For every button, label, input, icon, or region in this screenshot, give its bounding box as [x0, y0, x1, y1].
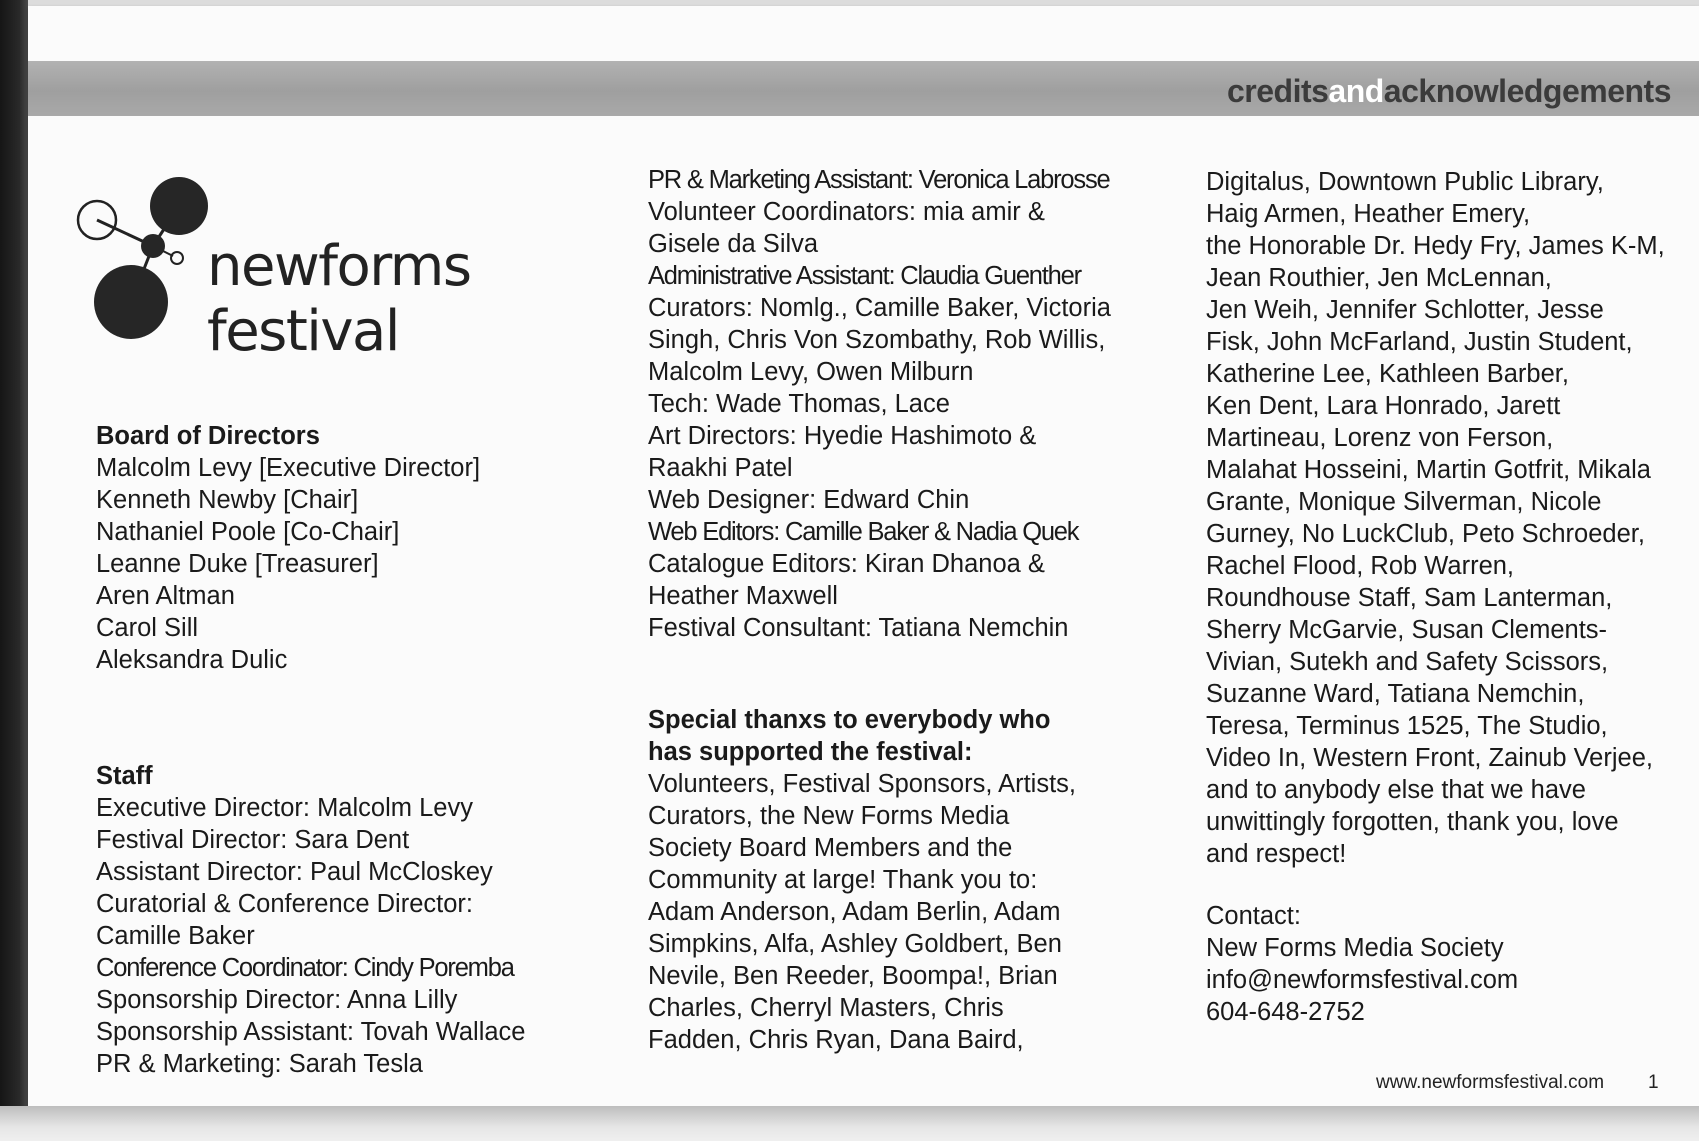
- staff-line: Malcolm Levy, Owen Milburn: [648, 358, 974, 386]
- board-member: Malcolm Levy [Executive Director]: [96, 454, 481, 482]
- staff-heading: Staff: [96, 762, 153, 790]
- page-number: 1: [1648, 1072, 1659, 1093]
- thanks-line: Suzanne Ward, Tatiana Nemchin,: [1206, 680, 1585, 708]
- thanks-line: Rachel Flood, Rob Warren,: [1206, 552, 1515, 580]
- thanks-line: Jen Weih, Jennifer Schlotter, Jesse: [1206, 296, 1604, 324]
- staff-line: Web Designer: Edward Chin: [648, 486, 970, 514]
- thanks-heading: Special thanxs to everybody who: [648, 706, 1051, 734]
- column-left: [96, 420, 525, 1080]
- contact-email[interactable]: info@newformsfestival.com: [1206, 966, 1519, 994]
- thanks-line: Gurney, No LuckClub, Peto Schroeder,: [1206, 520, 1645, 548]
- thanks-line: Digitalus, Downtown Public Library,: [1206, 168, 1604, 196]
- thanks-line: and respect!: [1206, 840, 1347, 868]
- staff-line: Sponsorship Assistant: Tovah Wallace: [96, 1018, 526, 1046]
- thanks-line: Teresa, Terminus 1525, The Studio,: [1206, 712, 1608, 740]
- staff-line: Singh, Chris Von Szombathy, Rob Willis,: [648, 326, 1106, 354]
- staff-line: Festival Director: Sara Dent: [96, 826, 410, 854]
- thanks-line: unwittingly forgotten, thank you, love: [1206, 808, 1619, 836]
- header-bar: [28, 61, 1699, 116]
- staff-line: Heather Maxwell: [648, 582, 838, 610]
- thanks-line: Society Board Members and the: [648, 834, 1013, 862]
- staff-line: Curatorial & Conference Director:: [96, 890, 473, 918]
- board-member: Aleksandra Dulic: [96, 646, 288, 674]
- page-title: [1227, 73, 1671, 110]
- thanks-line: and to anybody else that we have: [1206, 776, 1586, 804]
- thanks-line: Curators, the New Forms Media: [648, 802, 1010, 830]
- thanks-line: Martineau, Lorenz von Ferson,: [1206, 424, 1554, 452]
- logo-wordmark: newforms festival: [207, 234, 471, 364]
- board-member: Carol Sill: [96, 614, 199, 642]
- title-and: and: [1328, 73, 1384, 109]
- thanks-line: Charles, Cherryl Masters, Chris: [648, 994, 1004, 1022]
- thanks-line: Adam Anderson, Adam Berlin, Adam: [648, 898, 1061, 926]
- board-member: Nathaniel Poole [Co-Chair]: [96, 518, 400, 546]
- title-acknowledgements: acknowledgements: [1383, 73, 1671, 109]
- title-credits: credits: [1226, 73, 1329, 109]
- staff-line: Camille Baker: [96, 922, 255, 950]
- staff-line: Gisele da Silva: [648, 230, 819, 258]
- staff-line: Tech: Wade Thomas, Lace: [648, 390, 950, 418]
- thanks-line: Fadden, Chris Ryan, Dana Baird,: [648, 1026, 1024, 1054]
- contact-phone: 604-648-2752: [1206, 998, 1365, 1026]
- board-heading: Board of Directors: [96, 422, 320, 450]
- staff-line: Curators: Nomlg., Camille Baker, Victoria: [648, 294, 1111, 322]
- staff-line: Art Directors: Hyedie Hashimoto &: [648, 422, 1037, 450]
- board-member: Aren Altman: [96, 582, 235, 610]
- column-right: [1206, 166, 1665, 1028]
- staff-line: Administrative Assistant: Claudia Guenther: [648, 262, 1081, 290]
- page-edge-shadow: [0, 1106, 1699, 1141]
- thanks-line: Haig Armen, Heather Emery,: [1206, 200, 1531, 228]
- staff-line: Web Editors: Camille Baker & Nadia Quek: [648, 518, 1079, 546]
- thanks-line: Sherry McGarvie, Susan Clements-: [1206, 616, 1608, 644]
- thanks-line: Video In, Western Front, Zainub Verjee,: [1206, 744, 1653, 772]
- board-member: Leanne Duke [Treasurer]: [96, 550, 379, 578]
- staff-line: Sponsorship Director: Anna Lilly: [96, 986, 458, 1014]
- thanks-line: Grante, Monique Silverman, Nicole: [1206, 488, 1602, 516]
- staff-line: Catalogue Editors: Kiran Dhanoa &: [648, 550, 1045, 578]
- staff-line: Raakhi Patel: [648, 454, 793, 482]
- thanks-line: Vivian, Sutekh and Safety Scissors,: [1206, 648, 1609, 676]
- binding-spine: [0, 0, 28, 1141]
- thanks-line: Roundhouse Staff, Sam Lanterman,: [1206, 584, 1613, 612]
- staff-line: Festival Consultant: Tatiana Nemchin: [648, 614, 1069, 642]
- thanks-line: Katherine Lee, Kathleen Barber,: [1206, 360, 1569, 388]
- staff-line: PR & Marketing: Sarah Tesla: [96, 1050, 423, 1078]
- logo-circles-icon: [73, 164, 223, 354]
- staff-line: Executive Director: Malcolm Levy: [96, 794, 473, 822]
- contact-org: New Forms Media Society: [1206, 934, 1504, 962]
- staff-line: Assistant Director: Paul McCloskey: [96, 858, 493, 886]
- thanks-line: Simpkins, Alfa, Ashley Goldbert, Ben: [648, 930, 1062, 958]
- thanks-line: Ken Dent, Lara Honrado, Jarett: [1206, 392, 1561, 420]
- thanks-line: Nevile, Ben Reeder, Boompa!, Brian: [648, 962, 1058, 990]
- contact-label: Contact:: [1206, 902, 1301, 930]
- thanks-heading: has supported the festival:: [648, 738, 973, 766]
- thanks-line: Jean Routhier, Jen McLennan,: [1206, 264, 1552, 292]
- catalogue-page: [28, 6, 1699, 1106]
- thanks-line: Fisk, John McFarland, Justin Student,: [1206, 328, 1633, 356]
- thanks-line: Malahat Hosseini, Martin Gotfrit, Mikala: [1206, 456, 1651, 484]
- column-middle: [648, 164, 1111, 1056]
- footer-url[interactable]: www.newformsfestival.com: [1376, 1072, 1605, 1093]
- board-member: Kenneth Newby [Chair]: [96, 486, 359, 514]
- staff-line: PR & Marketing Assistant: Veronica Labrosse: [648, 166, 1110, 194]
- staff-line: Volunteer Coordinators: mia amir &: [648, 198, 1045, 226]
- festival-logo: [73, 164, 593, 364]
- thanks-line: Volunteers, Festival Sponsors, Artists,: [648, 770, 1077, 798]
- staff-line: Conference Coordinator: Cindy Poremba: [96, 954, 514, 982]
- thanks-line: Community at large! Thank you to:: [648, 866, 1038, 894]
- thanks-line: the Honorable Dr. Hedy Fry, James K-M,: [1206, 232, 1665, 260]
